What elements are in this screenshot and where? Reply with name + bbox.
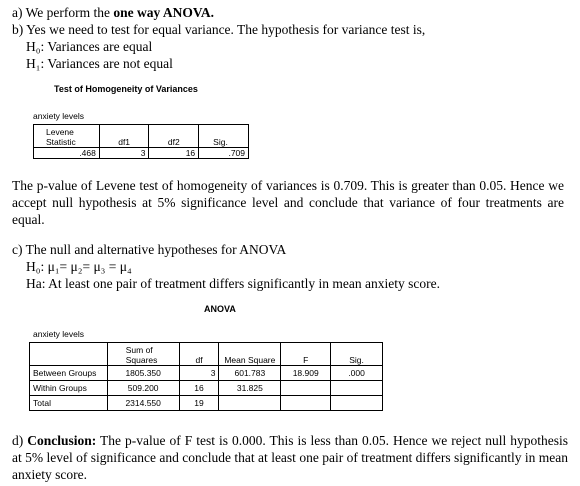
levene-header-row [34, 125, 249, 148]
anova-cell-ms: 31.825 [219, 381, 281, 396]
anova-cell-f: 18.909 [281, 366, 331, 381]
levene-value-sig: .709 [199, 148, 249, 159]
levene-value-statistic: .468 [34, 148, 100, 159]
levene-value-row [34, 148, 249, 159]
anova-row-total [30, 396, 383, 411]
anova-cell-sig [331, 396, 383, 411]
anova-row-within [30, 381, 383, 396]
levene-header-df2: df2 [149, 125, 199, 148]
anova-cell-f [281, 381, 331, 396]
levene-header-sig: Sig. [199, 125, 249, 148]
anova-header-ss: Sum of Squares [107, 343, 179, 366]
anova-header-f: F [281, 343, 331, 366]
anova-h0: H₀: μ₁= μ₂= μ₃ = μ₄ [26, 259, 132, 274]
anova-row-between [30, 366, 383, 381]
levene-header-statistic: Levene Statistic [34, 125, 100, 148]
levene-header-df1: df1 [99, 125, 149, 148]
part-a-bold: one way ANOVA. [113, 5, 215, 20]
anova-cell-sig: .000 [331, 366, 383, 381]
part-d-label: d) [12, 433, 28, 448]
anova-header-ms: Mean Square [219, 343, 281, 366]
anova-row-label: Between Groups [30, 366, 108, 381]
anova-ha: Ha: At least one pair of treatment differs significantly in mean anxiety score. [26, 276, 440, 291]
levene-conclusion: The p-value of Levene test of homogeneity of variances is 0.709. This is greater than 0.05. Hence we accept null hypothesis at 5% significance level and conclude that variance of four treatments are equal. [12, 178, 564, 227]
variance-h1: H₁: Variances are not equal [26, 56, 173, 71]
levene-table [33, 124, 249, 159]
anova-cell-sig [331, 381, 383, 396]
part-d-text: The p-value of F test is 0.000. This is less than 0.05. Hence we reject null hypothesis at 5% level of significance and conclude that at least one pair of treatment differs significantly in mean anxiety score. [12, 433, 568, 482]
anova-cell-ms: 601.783 [219, 366, 281, 381]
part-d-bold: Conclusion: [27, 433, 97, 448]
anova-header-sig: Sig. [331, 343, 383, 366]
part-a-line [12, 4, 214, 21]
anova-cell-ms [219, 396, 281, 411]
anova-row-label: Total [30, 396, 108, 411]
anova-cell-df: 19 [179, 396, 219, 411]
levene-value-df1: 3 [99, 148, 149, 159]
part-a-text: a) We perform the [12, 5, 114, 20]
levene-subtitle: anxiety levels [33, 111, 85, 121]
part-c-line: c) The null and alternative hypotheses for ANOVA [12, 242, 287, 257]
anova-header-row [30, 343, 383, 366]
anova-subtitle: anxiety levels [33, 329, 85, 339]
anova-cell-ss: 509.200 [107, 381, 179, 396]
levene-title: Test of Homogeneity of Variances [54, 84, 198, 94]
levene-value-df2: 16 [149, 148, 199, 159]
anova-header-blank [30, 343, 108, 366]
anova-row-label: Within Groups [30, 381, 108, 396]
anova-cell-ss: 2314.550 [107, 396, 179, 411]
anova-title: ANOVA [204, 304, 236, 314]
part-d-conclusion [12, 432, 568, 483]
anova-header-df: df [179, 343, 219, 366]
part-b-line: b) Yes we need to test for equal variance. The hypothesis for variance test is, [12, 22, 426, 37]
anova-table [29, 342, 383, 411]
anova-cell-df: 3 [179, 366, 219, 381]
anova-cell-df: 16 [179, 381, 219, 396]
variance-h0: H₀: Variances are equal [26, 39, 153, 54]
anova-cell-f [281, 396, 331, 411]
anova-cell-ss: 1805.350 [107, 366, 179, 381]
